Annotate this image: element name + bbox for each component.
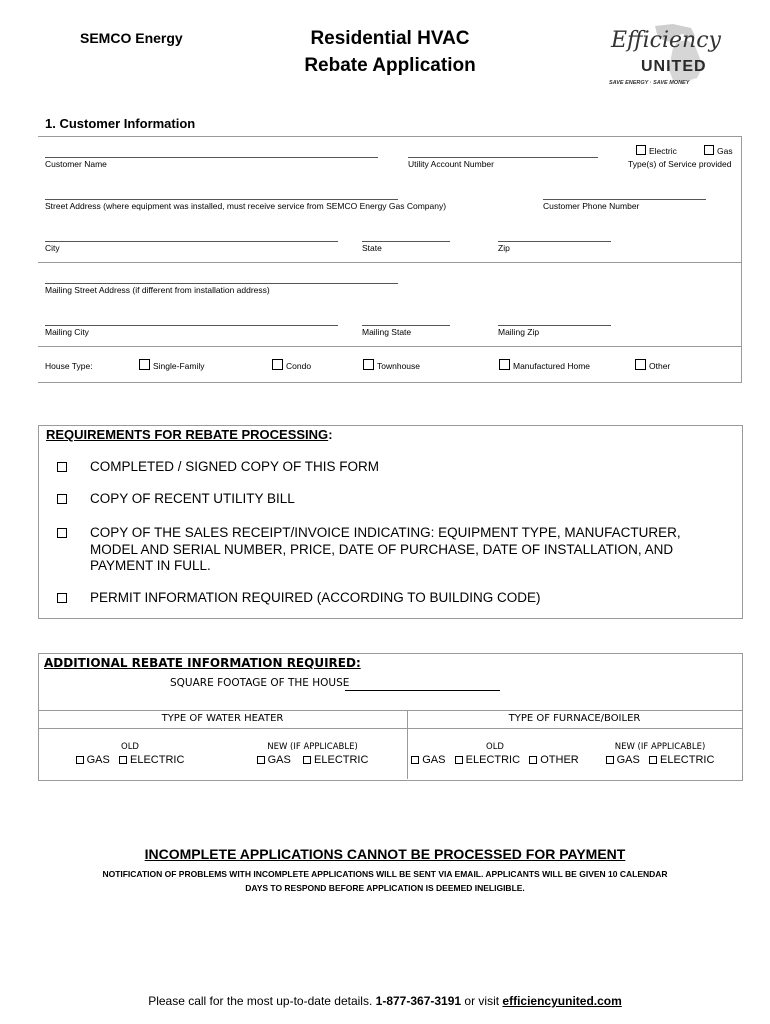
service-gas-option[interactable]: Gas	[704, 145, 733, 156]
form-title-line1: Residential HVAC	[310, 28, 470, 49]
logo-word-efficiency: Efficiency	[611, 28, 721, 53]
state-label: State	[362, 243, 382, 253]
service-type-label: Type(s) of Service provided	[628, 159, 732, 169]
city-field[interactable]	[45, 241, 338, 242]
water-heater-header: TYPE OF WATER HEATER	[161, 713, 284, 724]
single-family-checkbox[interactable]	[139, 359, 150, 370]
additional-info-title: ADDITIONAL REBATE INFORMATION REQUIRED:	[44, 656, 361, 670]
wh-new-gas-checkbox[interactable]	[257, 756, 265, 764]
footer-contact: Please call for the most up-to-date details. 1-877-367-3191 or visit efficiencyunited.com	[148, 994, 622, 1008]
website-link[interactable]: efficiencyunited.com	[502, 994, 622, 1008]
fb-new-gas-checkbox[interactable]	[606, 756, 614, 764]
electric-checkbox[interactable]	[636, 145, 646, 155]
divider	[38, 710, 742, 711]
square-footage-field[interactable]	[345, 690, 500, 691]
customer-section-title: 1. Customer Information	[45, 116, 196, 131]
other-checkbox[interactable]	[635, 359, 646, 370]
incomplete-notice-text: NOTIFICATION OF PROBLEMS WITH INCOMPLETE APPLICATIONS WILL BE SENT VIA EMAIL. APPLICANTS WILL BE GIVEN 10 CALENDAR DAYS TO RESPOND BEFORE APPLICATION IS DEEMED INELIGIBLE.	[102, 869, 668, 893]
mailing-city-field[interactable]	[45, 325, 338, 326]
wh-old-gas-checkbox[interactable]	[76, 756, 84, 764]
fb-old-other-checkbox[interactable]	[529, 756, 537, 764]
gas-checkbox[interactable]	[704, 145, 714, 155]
phone-number: 1-877-367-3191	[375, 994, 462, 1008]
service-electric-option[interactable]: Electric	[636, 145, 677, 156]
furnace-old-label: OLD	[486, 742, 504, 752]
street-address-label: Street Address (where equipment was installed, must receive service from SEMCO Energy Gas Company)	[45, 201, 447, 211]
townhouse-checkbox[interactable]	[363, 359, 374, 370]
customer-name-label: Customer Name	[45, 159, 107, 169]
furnace-new-options: GAS ELECTRIC	[580, 754, 740, 766]
requirement-item: PERMIT INFORMATION REQUIRED (ACCORDING TO BUILDING CODE)	[57, 590, 737, 608]
phone-field[interactable]	[543, 199, 706, 200]
manufactured-home-checkbox[interactable]	[499, 359, 510, 370]
form-title-line2: Rebate Application	[304, 55, 476, 76]
house-type-option[interactable]: Manufactured Home	[499, 359, 590, 371]
requirement-checkbox[interactable]	[57, 494, 67, 504]
requirement-checkbox[interactable]	[57, 528, 67, 538]
water-heater-old-options: GAS ELECTRIC	[40, 754, 220, 766]
phone-label: Customer Phone Number	[543, 201, 640, 211]
wh-old-electric-checkbox[interactable]	[119, 756, 127, 764]
requirement-item: COMPLETED / SIGNED COPY OF THIS FORM	[57, 459, 737, 477]
house-type-option[interactable]: Other	[635, 359, 670, 371]
divider	[38, 346, 742, 347]
efficiency-united-logo	[597, 20, 721, 90]
fb-old-gas-checkbox[interactable]	[411, 756, 419, 764]
mailing-zip-field[interactable]	[498, 325, 611, 326]
furnace-new-label: NEW (IF APPLICABLE)	[614, 742, 706, 752]
zip-field[interactable]	[498, 241, 611, 242]
zip-label: Zip	[498, 243, 510, 253]
requirements-title: REQUIREMENTS FOR REBATE PROCESSING:	[46, 427, 333, 442]
requirement-checkbox[interactable]	[57, 462, 67, 472]
incomplete-notice-title: INCOMPLETE APPLICATIONS CANNOT BE PROCESSED FOR PAYMENT	[144, 846, 626, 862]
divider	[38, 262, 742, 263]
water-heater-new-options: GAS ELECTRIC	[220, 754, 405, 766]
requirement-item: COPY OF RECENT UTILITY BILL	[57, 491, 737, 509]
fb-new-electric-checkbox[interactable]	[649, 756, 657, 764]
mailing-street-label: Mailing Street Address (if different from installation address)	[45, 285, 270, 295]
customer-name-field[interactable]	[45, 157, 378, 158]
logo-word-united: UNITED	[641, 58, 707, 75]
city-label: City	[45, 243, 60, 253]
mailing-city-label: Mailing City	[45, 327, 89, 337]
mailing-state-field[interactable]	[362, 325, 450, 326]
water-heater-old-label: OLD	[121, 742, 139, 752]
requirement-item: COPY OF THE SALES RECEIPT/INVOICE INDICATING: EQUIPMENT TYPE, MANUFACTURER, MODEL AND SERIAL NUMBER, PRICE, DATE OF PURCHASE, DATE OF INSTALLATION, AND PAYMENT IN FULL.	[57, 525, 737, 577]
fb-old-electric-checkbox[interactable]	[455, 756, 463, 764]
furnace-old-options: GAS ELECTRIC OTHER	[410, 754, 580, 766]
water-heater-new-label: NEW (IF APPLICABLE)	[267, 742, 358, 752]
furnace-header: TYPE OF FURNACE/BOILER	[508, 713, 641, 724]
street-address-field[interactable]	[45, 199, 398, 200]
mailing-zip-label: Mailing Zip	[498, 327, 540, 337]
mailing-street-field[interactable]	[45, 283, 398, 284]
condo-checkbox[interactable]	[272, 359, 283, 370]
mailing-state-label: Mailing State	[362, 327, 412, 337]
utility-account-label: Utility Account Number	[408, 159, 494, 169]
house-type-option[interactable]: Townhouse	[363, 359, 420, 371]
company-name: SEMCO Energy	[80, 30, 183, 46]
house-type-option[interactable]: Condo	[272, 359, 311, 371]
wh-new-electric-checkbox[interactable]	[303, 756, 311, 764]
state-field[interactable]	[362, 241, 450, 242]
utility-account-field[interactable]	[408, 157, 598, 158]
square-footage-label: SQUARE FOOTAGE OF THE HOUSE	[170, 677, 350, 689]
divider	[38, 728, 742, 729]
logo-tagline: SAVE ENERGY · SAVE MONEY	[609, 80, 690, 86]
house-type-option[interactable]: Single-Family	[139, 359, 205, 371]
house-type-label: House Type:	[45, 361, 93, 371]
requirement-checkbox[interactable]	[57, 593, 67, 603]
